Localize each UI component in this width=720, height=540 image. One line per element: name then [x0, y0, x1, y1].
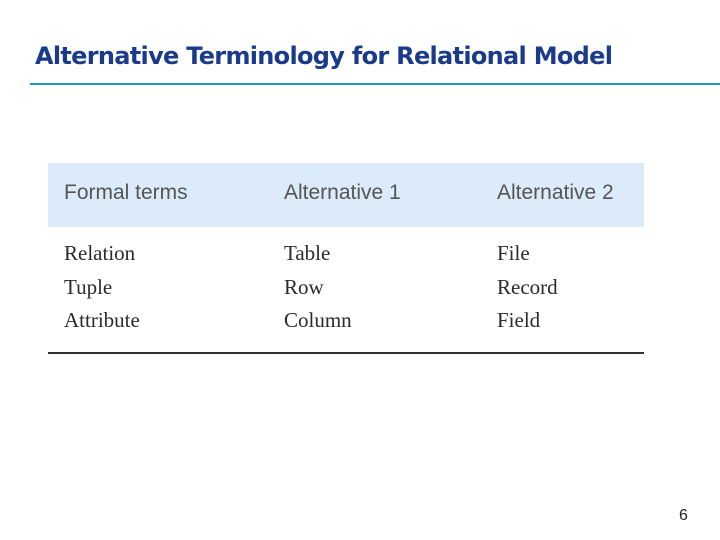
header-formal-terms: Formal terms: [64, 181, 188, 204]
cell-formal-term: Relation: [64, 241, 136, 265]
table-row: [48, 308, 644, 342]
cell-alternative-1: Row: [284, 275, 324, 299]
table-bottom-rule: [48, 352, 644, 354]
table-row: [48, 241, 644, 275]
cell-alternative-1: Table: [284, 241, 331, 265]
cell-alternative-2: Record: [497, 275, 558, 299]
page-number: 6: [679, 507, 688, 524]
slide-title: Alternative Terminology for Relational Model: [35, 42, 613, 70]
table-row: [48, 275, 644, 309]
cell-alternative-1: Column: [284, 308, 352, 332]
header-alternative-1: Alternative 1: [284, 181, 401, 204]
cell-formal-term: Tuple: [64, 275, 113, 299]
table-body: [48, 227, 644, 353]
table-header-row: [48, 163, 644, 227]
cell-alternative-2: Field: [497, 308, 541, 332]
cell-formal-term: Attribute: [64, 308, 140, 332]
title-divider: [30, 83, 720, 85]
terminology-table: [48, 163, 644, 353]
cell-alternative-2: File: [497, 241, 530, 265]
header-alternative-2: Alternative 2: [497, 181, 614, 204]
